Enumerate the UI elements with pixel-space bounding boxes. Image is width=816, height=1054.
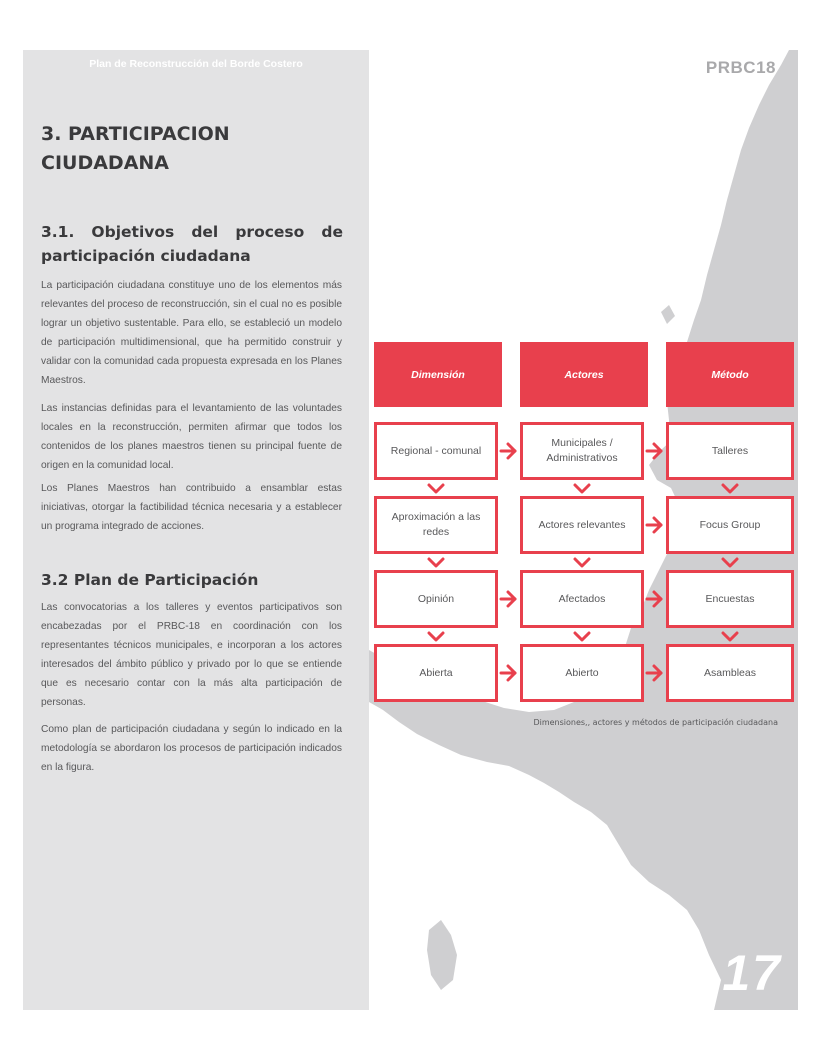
- diagram-cell: Actores relevantes: [520, 496, 644, 554]
- section-title: 3. PARTICIPACION CIUDADANA: [41, 123, 230, 174]
- diagram-header-dimension: Dimensión: [374, 342, 502, 407]
- diagram-cell: Asambleas: [666, 644, 794, 702]
- paragraph: Como plan de participación ciudadana y según lo indicado en la metodología se abordaron los procesos de participación indicados en la figura.: [41, 724, 342, 773]
- paragraph: Los Planes Maestros han contribuido a ensamblar estas iniciativas, otorgar la factibilidad técnica necesaria y a establecer un programa integrado de acciones.: [41, 483, 342, 532]
- arrow-right-icon: [647, 518, 661, 532]
- diagram-cell: Talleres: [666, 422, 794, 480]
- document-header: Plan de Reconstrucción del Borde Costero: [89, 58, 303, 70]
- diagram-cell: Municipales / Administrativos: [520, 422, 644, 480]
- arrow-down-icon: [429, 485, 443, 492]
- diagram-cell: Focus Group: [666, 496, 794, 554]
- arrow-right-icon: [501, 444, 515, 458]
- diagram-cell: Abierto: [520, 644, 644, 702]
- arrow-right-icon: [647, 592, 661, 606]
- diagram-header-actores: Actores: [520, 342, 648, 407]
- arrow-down-icon: [575, 559, 589, 566]
- diagram-cell: Regional - comunal: [374, 422, 498, 480]
- subsection-title-plan: 3.2 Plan de Participación: [41, 571, 259, 589]
- subsection-title-objectives: 3.1. Objetivos del proceso de participación ciudadana: [41, 223, 343, 265]
- diagram-header-metodo: Método: [666, 342, 794, 407]
- diagram-caption: Dimensiones,, actores y métodos de participación ciudadana: [533, 718, 778, 727]
- diagram-cell: Encuestas: [666, 570, 794, 628]
- arrow-right-icon: [501, 666, 515, 680]
- arrow-right-icon: [501, 592, 515, 606]
- paragraph: Las instancias definidas para el levantamiento de las voluntades locales en la reconstrucción, permiten afirmar que todos los contenidos de los planes maestros tienen su principal fuente de origen en la comunidad local.: [41, 403, 342, 471]
- arrow-right-icon: [647, 666, 661, 680]
- arrow-down-icon: [723, 485, 737, 492]
- arrow-down-icon: [429, 559, 443, 566]
- diagram-cell: Aproximación a las redes: [374, 496, 498, 554]
- paragraph: La participación ciudadana constituye uno de los elementos más relevantes del proceso de reconstrucción, sin el cual no es posible lograr un objetivo sustentable. Para ello, se estableció un modelo de participación multidimensional, que ha permitido construir y validar con la comunidad cada propuesta expresada en los Planes Maestros.: [41, 280, 342, 386]
- arrow-down-icon: [429, 633, 443, 640]
- page: [23, 50, 798, 1010]
- arrow-right-icon: [647, 444, 661, 458]
- arrow-down-icon: [575, 633, 589, 640]
- arrow-down-icon: [575, 485, 589, 492]
- diagram-cell: Afectados: [520, 570, 644, 628]
- diagram-cell: Opinión: [374, 570, 498, 628]
- page-number: 17: [722, 945, 782, 1001]
- arrow-down-icon: [723, 633, 737, 640]
- paragraph: Las convocatorias a los talleres y eventos participativos son encabezadas por el PRBC-18 en coordinación con los representantes técnicos municipales, e incorporan a los actores interesados del ámbito público y privado por lo que se entiende que es necesario contar con la más alta participación de personas.: [41, 602, 342, 708]
- diagram-arrows: [23, 50, 798, 1010]
- arrow-down-icon: [723, 559, 737, 566]
- diagram-cell: Abierta: [374, 644, 498, 702]
- document-code: PRBC18: [705, 58, 776, 77]
